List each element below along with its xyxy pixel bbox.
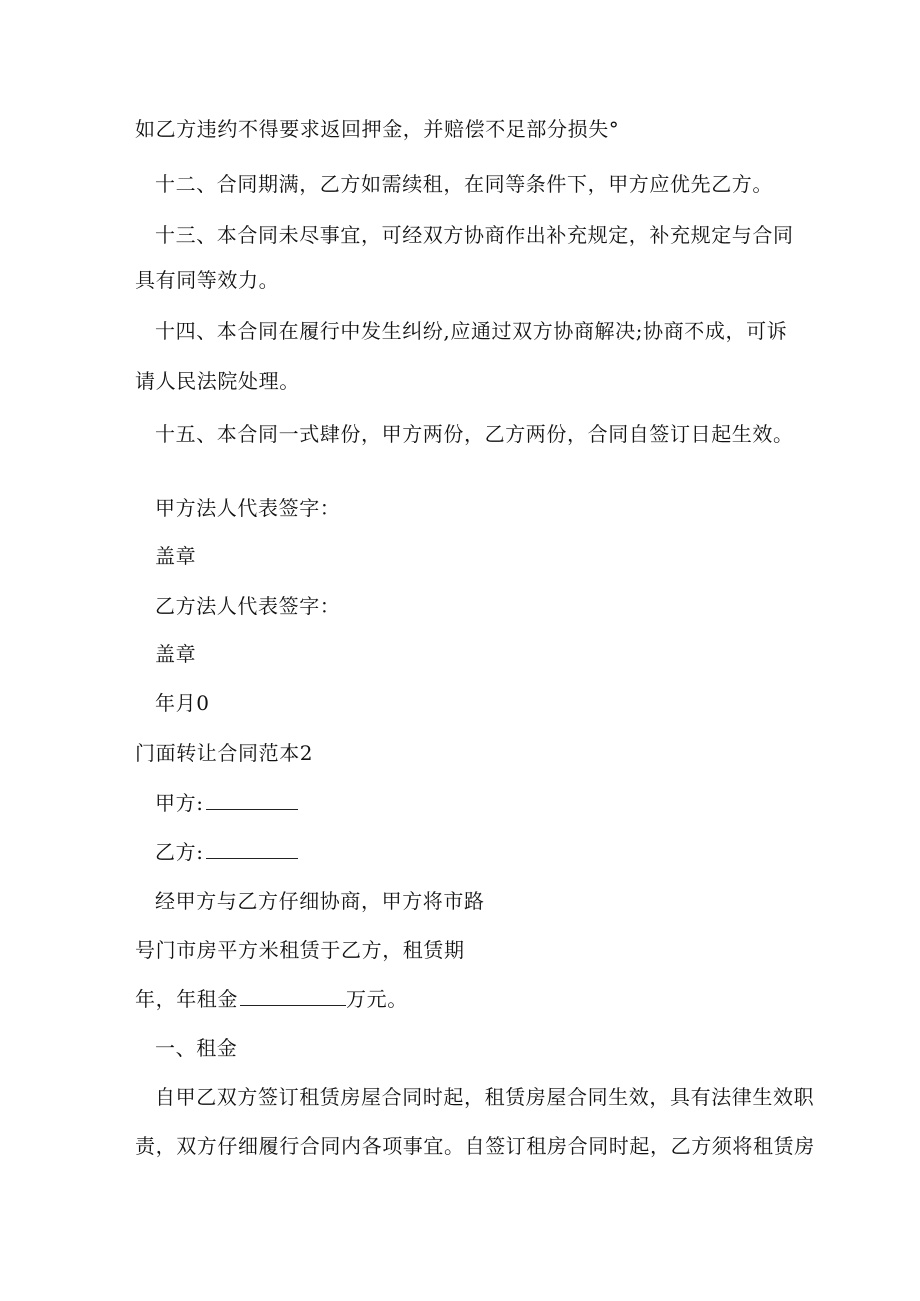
clause-12: 十二、合同期满，乙方如需续租，在同等条件下，甲方应优先乙方。 (155, 172, 773, 196)
party-b-signature-label: 乙方法人代表签字： (155, 594, 341, 618)
section-title: 门面转让合同范本2 (135, 741, 314, 765)
clause-14: 十四、本合同在履行中发生纠纷,应通过双方协商解决;协商不成，可诉 (155, 319, 788, 343)
clause-15: 十五、本合同一式肆份，甲方两份，乙方两份，合同自签订日起生效。 (155, 422, 794, 446)
lease-terms-line-1: 经甲方与乙方仔细协商，甲方将市路 (155, 889, 485, 913)
clause-13-continued: 具有同等效力。 (135, 268, 280, 292)
party-a-line (155, 790, 298, 816)
clause-13: 十三、本合同未尽事宜，可经双方协商作出补充规定，补充规定与合同 (155, 223, 794, 247)
annual-rent-blank (240, 987, 346, 1006)
rent-unit-label: 万元。 (346, 987, 408, 1011)
party-a-label: 甲方: (155, 791, 204, 815)
clause-14-continued: 请人民法院处理。 (135, 369, 300, 393)
party-b-label: 乙方: (155, 840, 204, 864)
party-b-blank (206, 840, 298, 859)
section-heading-rent: 一、租金 (155, 1036, 238, 1060)
paragraph-line: 如乙方违约不得要求返回押金，并赔偿不足部分损失° (135, 117, 620, 141)
party-a-seal-label: 盖章 (155, 544, 197, 568)
party-b-seal-label: 盖章 (155, 642, 197, 666)
lease-terms-line-2: 号门市房平方米租赁于乙方，租赁期 (135, 938, 465, 962)
rent-paragraph-line-2: 责，双方仔细履行合同内各项事宜。自签订租房合同时起，乙方须将租赁房 (135, 1134, 815, 1158)
party-a-blank (206, 791, 298, 810)
annual-rent-label: 年，年租金 (135, 987, 238, 1011)
party-b-line (155, 839, 298, 865)
date-line: 年月0 (155, 691, 210, 715)
lease-terms-line-3 (135, 986, 408, 1012)
rent-paragraph-line-1: 自甲乙双方签订租赁房屋合同时起，租赁房屋合同生效，具有法律生效职 (155, 1085, 815, 1109)
party-a-signature-label: 甲方法人代表签字： (155, 496, 341, 520)
